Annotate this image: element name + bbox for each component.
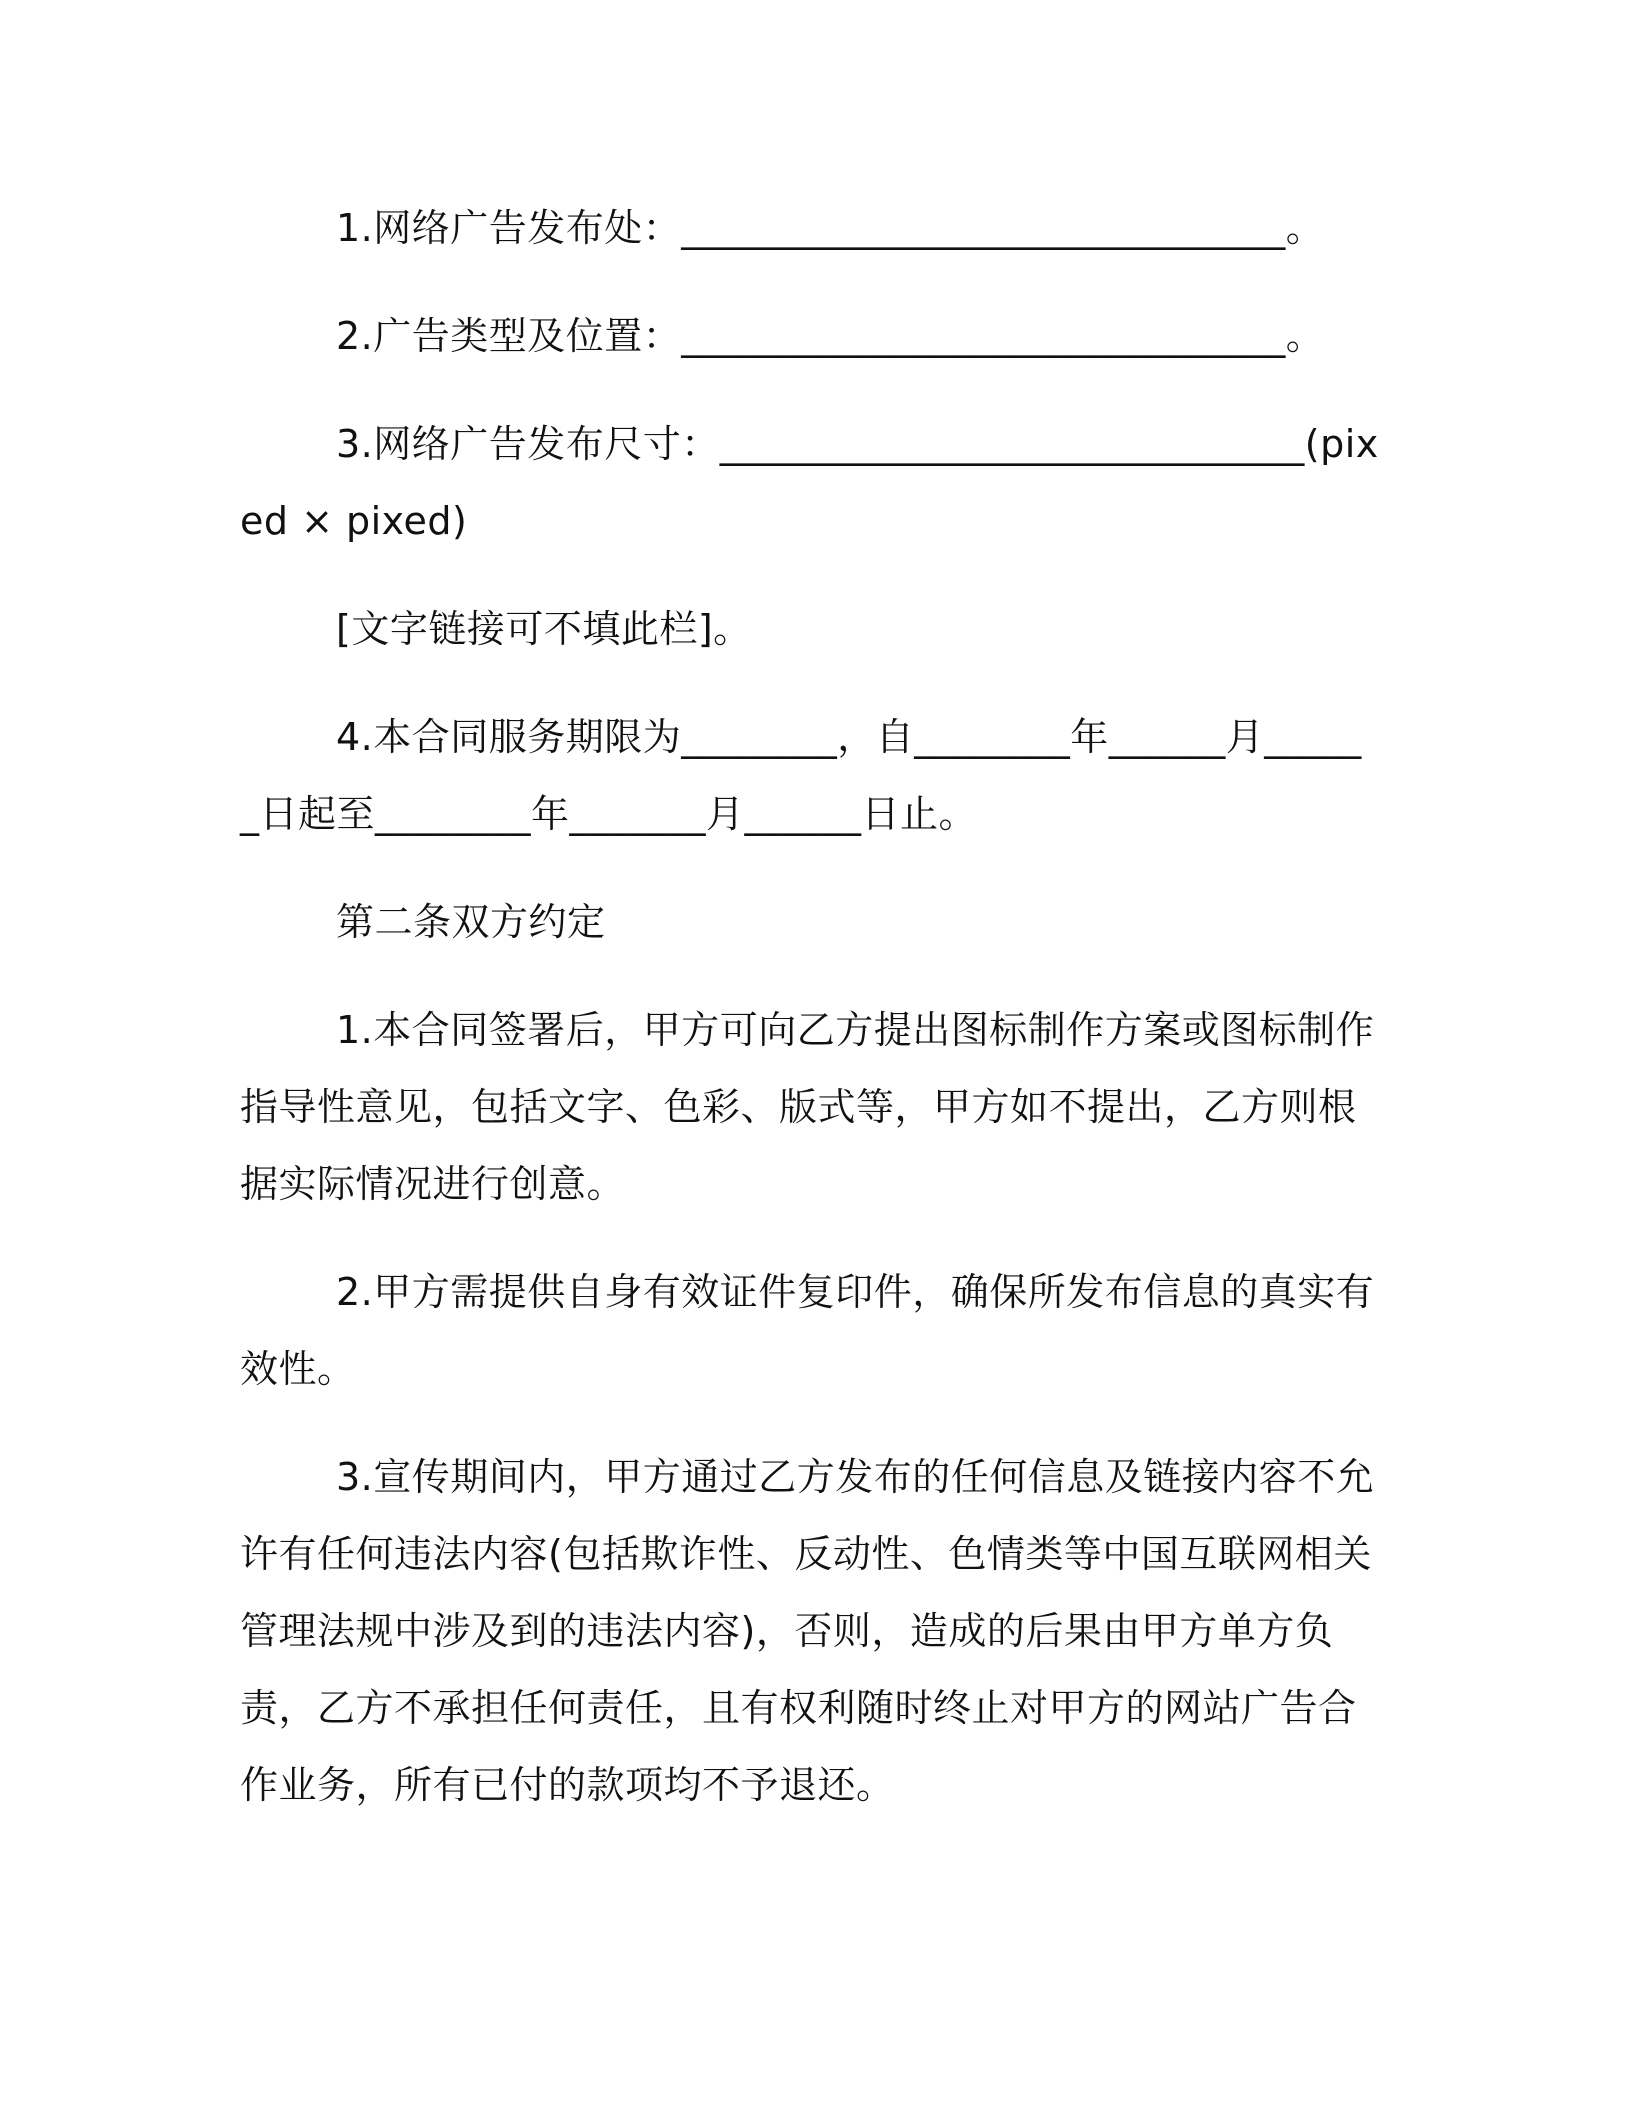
document-body	[240, 190, 1380, 1824]
clause-ad-location: 1.网络广告发布处：_______________________________。	[336, 206, 1325, 250]
clause-content-legality: 3.宣传期间内，甲方通过乙方发布的任何信息及链接内容不允许有任何违法内容(包括欺诈性、反动性、色情类等中国互联网相关管理法规中涉及到的违法内容)，否则，造成的后果由甲方单方负责，乙方不承担任何责任，且有权利随时终止对甲方的网站广告合作业务，所有已付的款项均不予退还。	[240, 1455, 1375, 1807]
clause-text-link-note: [文字链接可不填此栏]。	[336, 607, 752, 651]
clause-ad-type: 2.广告类型及位置：_______________________________。	[336, 314, 1325, 358]
clause-documents: 2.甲方需提供自身有效证件复印件，确保所发布信息的真实有效性。	[240, 1270, 1375, 1391]
clause-ad-size: 3.网络广告发布尺寸：______________________________(pixed × pixed)	[240, 422, 1379, 543]
clause-icon-design: 1.本合同签署后，甲方可向乙方提出图标制作方案或图标制作指导性意见，包括文字、色彩、版式等，甲方如不提出，乙方则根据实际情况进行创意。	[240, 1008, 1375, 1206]
clause-service-term: 4.本合同服务期限为________，自________年______月______日起至________年_______月______日止。	[240, 715, 1362, 836]
section-heading-article-2: 第二条双方约定	[336, 900, 606, 944]
